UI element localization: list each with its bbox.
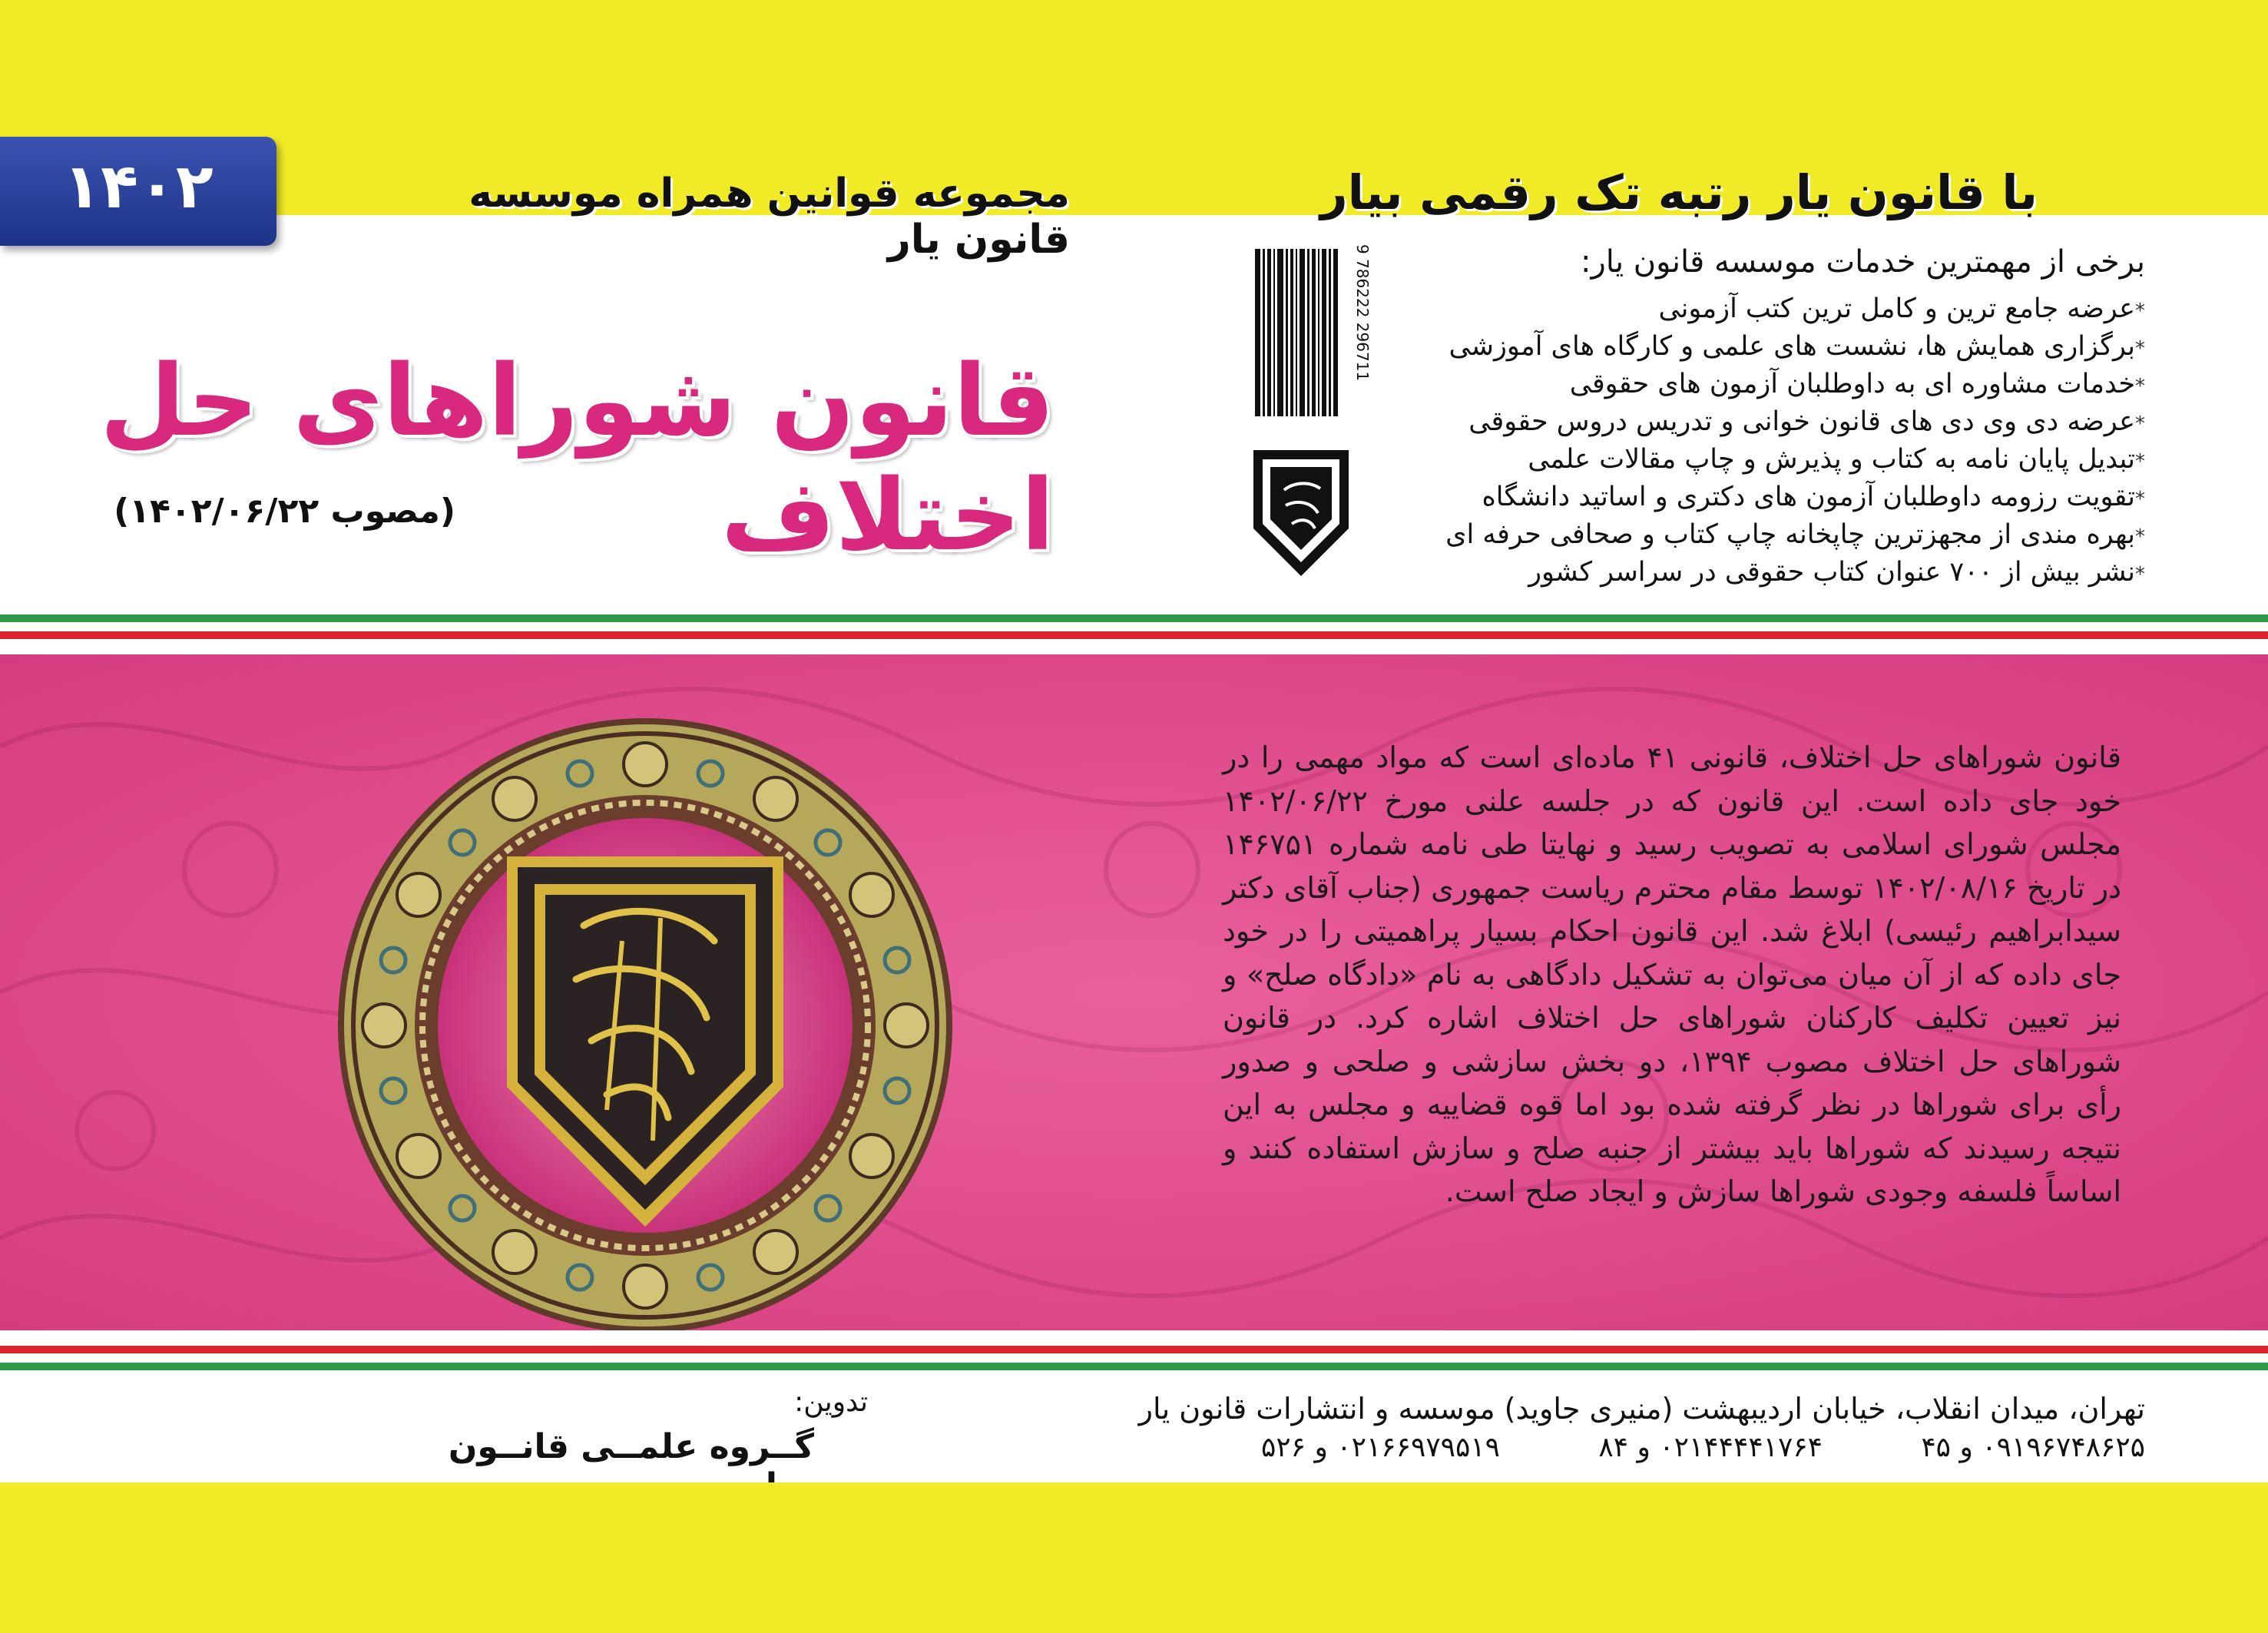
year-label: ۱۴۰۲ (63, 151, 214, 222)
phone-number: ۰۲۱۴۴۴۴۱۷۶۴ و ۸۴ (1598, 1432, 1823, 1463)
bullet-star-icon: * (2135, 337, 2145, 360)
publisher-slogan: با قانون یار رتبه تک رقمی بیار (1319, 164, 2038, 220)
list-item: *خدمات مشاوره ای به داوطلبان آزمون های حقوقی (1569, 369, 2145, 399)
white-gap-lower (0, 1330, 2268, 1346)
bullet-star-icon: * (2135, 412, 2145, 436)
bullet-star-icon: * (2135, 563, 2145, 586)
publisher-emblem-icon (330, 711, 960, 1340)
phone-number: ۰۲۱۶۶۹۷۹۵۱۹ و ۵۲۶ (1261, 1432, 1500, 1463)
list-item: *عرضه جامع ترین و کامل ترین کتب آزمونی (1658, 293, 2145, 324)
services-heading: برخی از مهمترین خدمات موسسه قانون یار: (1580, 244, 2145, 280)
list-item: *بهره مندی از مجهزترین چاپخانه چاپ کتاب و صحافی حرفه ای (1445, 519, 2145, 550)
list-item: *نشر بیش از ۷۰۰ عنوان کتاب حقوقی در سراسر کشور (1528, 557, 2145, 588)
white-stripe (0, 622, 2268, 631)
publisher-address: تهران، میدان انقلاب، خیابان اردیبهشت (منیری جاوید) موسسه و انتشارات قانون یار (1138, 1392, 2145, 1426)
book-title: قانون شوراهای حل اختلاف (100, 344, 1055, 573)
bullet-star-icon: * (2135, 525, 2145, 548)
bullet-star-icon: * (2135, 300, 2145, 323)
list-item: *تبدیل پایان نامه به کتاب و پذیرش و چاپ مقالات علمی (1528, 444, 2145, 475)
approval-date: (مصوب ۱۴۰۲/۰۶/۲۲) (114, 492, 455, 531)
book-description: قانون شوراهای حل اختلاف، قانونی ۴۱ ماده‌ای است که مواد مهمی را در خود جای داده است. این قانون که در جلسه علنی مورخ ۱۴۰۲/۰۶/۲۲ مجلس شورای اسلامی به تصویب رسید و نهایتا طی نامه شماره ۱۴۶۷۵۱ در تاریخ ۱۴۰۲/۰۸/۱۶ توسط مقام محترم ریاست جمهوری (جناب آقای دکتر سیدابراهیم رئیسی) ابلاغ شد. این قانون احکام بسیار پراهمیتی را در خود جای داده که از آن میان می‌توان به تشکیل دادگاهی به نام «دادگاه صلح» و نیز تعیین تکلیف کارکنان شوراهای حل اختلاف اشاره کرد. در قانون شوراهای حل اختلاف مصوب ۱۳۹۴، دو بخش سازشی و صلحی و صدور رأی برای شوراها در نظر گرفته شده بود اما قوه قضاییه و مجلس به این نتیجه رسیدند که شوراها باید بیشتر از جنبه صلح و سازش استفاده کنند و اساساً فلسفه وجودی شوراها سازش و ایجاد صلح است. (1223, 740, 2121, 1208)
bullet-star-icon: * (2135, 375, 2145, 398)
bullet-star-icon: * (2135, 488, 2145, 511)
compiled-label: تدوین: (794, 1386, 868, 1418)
white-gap-lower-2 (0, 1370, 2268, 1379)
series-title: مجموعه قوانین همراه موسسه قانون یار (468, 171, 1070, 263)
list-item: *برگزاری همایش ها، نشست های علمی و کارگاه های آموزشی (1449, 331, 2145, 362)
bottom-yellow-band (0, 1482, 2268, 1633)
compiled-by: گــروه علمــی قانــون (448, 1427, 814, 1466)
top-yellow-strip (0, 0, 2268, 115)
barcode-icon (1250, 244, 1343, 421)
publisher-logo-icon (1247, 444, 1355, 582)
white-gap (0, 639, 2268, 654)
bullet-star-icon: * (2135, 450, 2145, 473)
red-stripe-lower (0, 1346, 2268, 1353)
red-stripe (0, 631, 2268, 639)
green-stripe-lower (0, 1363, 2268, 1370)
phone-number: ۰۹۱۹۶۷۴۸۶۲۵ و ۴۵ (1921, 1432, 2145, 1463)
list-item: *عرضه دی وی دی های قانون خوانی و تدریس دروس حقوقی (1468, 406, 2145, 437)
barcode-number: 9 786222 296711 (1353, 244, 1372, 382)
list-item: *تقویت رزومه داوطلبان آزمون های دکتری و اساتید دانشگاه (1482, 482, 2145, 512)
white-stripe-lower (0, 1353, 2268, 1363)
green-stripe (0, 614, 2268, 622)
